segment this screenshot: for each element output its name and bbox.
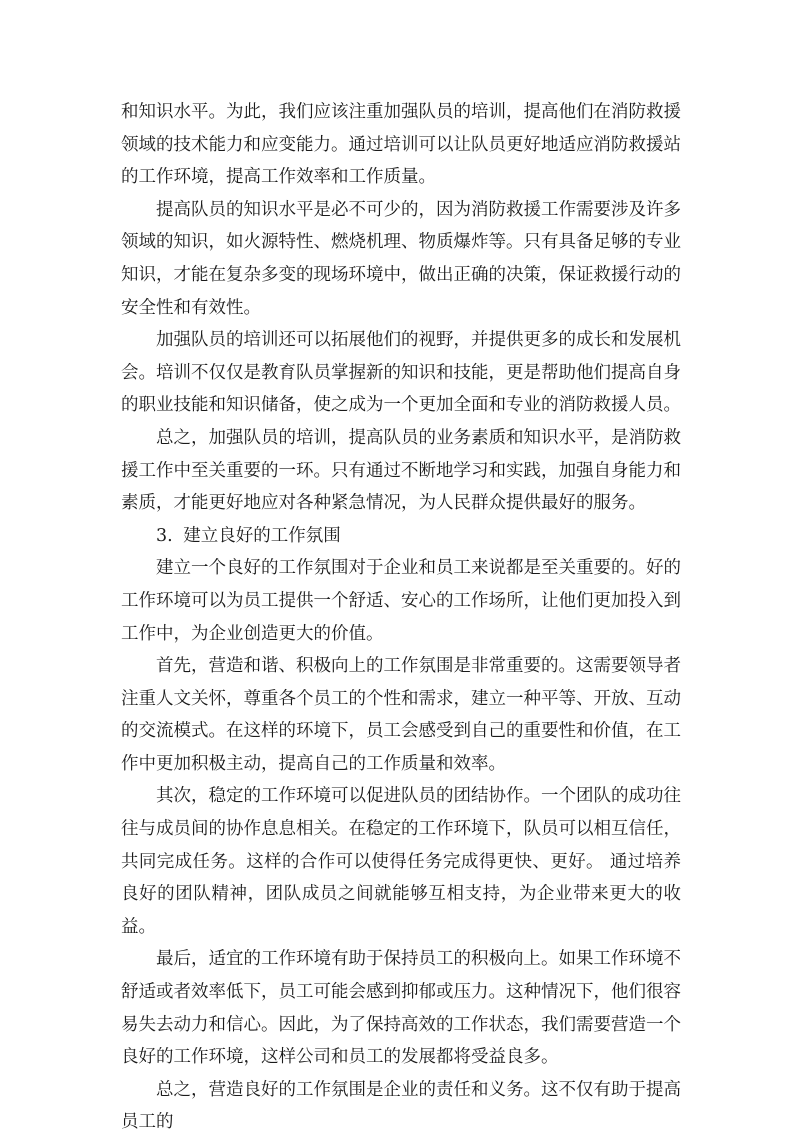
paragraph-second: 其次，稳定的工作环境可以促进队员的团结协作。一个团队的成功往往与成员间的协作息息相关。在稳定的工作环境下，队员可以相互信任，共同完成任务。这样的合作可以使得任务完成得更快、更好。 通过培养良好的团队精神，团队成员之间就能够互相支持，为企业带来更大的收益。 — [121, 786, 681, 937]
paragraph-last: 最后，适宜的工作环境有助于保持员工的积极向上。如果工作环境不舒适或者效率低下，员工可能会感到抑郁或压力。这种情况下，他们很容易失去动力和信心。因此，为了保持高效的工作状态，我们需要营造一个良好的工作环境，这样公司和员工的发展都将受益良多。 — [121, 949, 681, 1068]
paragraph-summary-training: 总之，加强队员的培训，提高队员的业务素质和知识水平，是消防救援工作中至关重要的一环。只有通过不断地学习和实践，加强自身能力和素质，才能更好地应对各种紧急情况，为人民群众提供最好的服务。 — [121, 427, 681, 514]
section-heading — [121, 520, 681, 553]
body-text — [121, 96, 681, 1139]
section-title: 建立良好的工作氛围 — [183, 525, 341, 546]
paragraph-knowledge: 提高队员的知识水平是必不可少的，因为消防救援工作需要涉及许多领域的知识，如火源特性、燃烧机理、物质爆炸等。只有具备足够的专业知识，才能在复杂多变的现场环境中，做出正确的决策，保证救援行动的安全性和有效性。 — [121, 199, 681, 318]
paragraph-continued: 和知识水平。为此，我们应该注重加强队员的培训，提高他们在消防救援领域的技术能力和应变能力。通过培训可以让队员更好地适应消防救援站的工作环境，提高工作效率和工作质量。 — [121, 102, 681, 188]
paragraph-intro-atmosphere: 建立一个良好的工作氛围对于企业和员工来说都是至关重要的。好的工作环境可以为员工提供一个舒适、安心的工作场所，让他们更加投入到工作中，为企业创造更大的价值。 — [121, 558, 681, 644]
paragraph-summary-atmosphere: 总之，营造良好的工作氛围是企业的责任和义务。这不仅有助于提高员工的 — [121, 1079, 681, 1133]
section-number: 3. — [156, 525, 173, 546]
paragraph-training: 加强队员的培训还可以拓展他们的视野，并提供更多的成长和发展机会。培训不仅仅是教育队员掌握新的知识和技能，更是帮助他们提高自身的职业技能和知识储备，使之成为一个更加全面和专业的消防救援人员。 — [121, 330, 681, 416]
paragraph-first: 首先，营造和谐、积极向上的工作氛围是非常重要的。这需要领导者注重人文关怀，尊重各个员工的个性和需求，建立一种平等、开放、互动的交流模式。在这样的环境下，员工会感受到自己的重要性和价值，在工作中更加积极主动，提高自己的工作质量和效率。 — [121, 656, 681, 774]
